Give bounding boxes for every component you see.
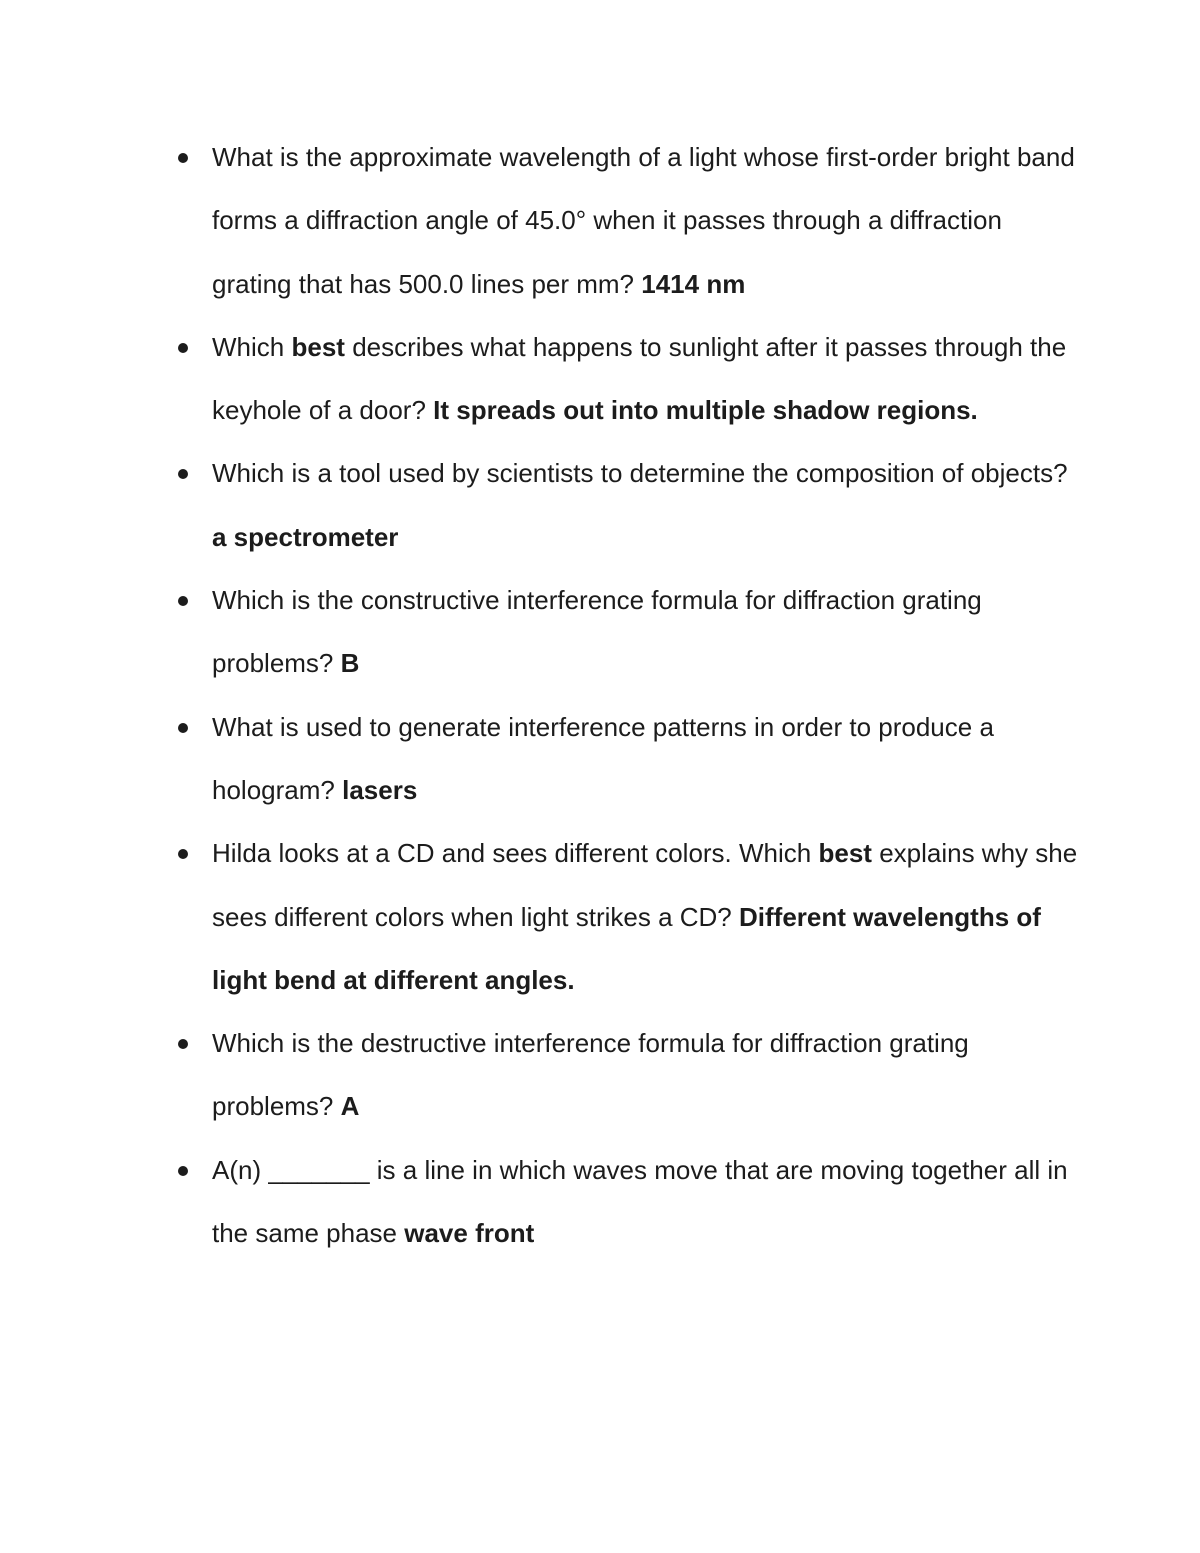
question-text: explains why she sees different colors when light strikes a CD? <box>212 838 1078 932</box>
bullet-icon <box>178 596 188 606</box>
question-text: A(n) _______ is a line in which waves move that are moving together all in the same phase <box>212 1154 1068 1249</box>
answer-text: Different wavelengths of light bend at different angles. <box>212 901 1041 995</box>
list-item <box>0 126 1200 316</box>
list-item <box>0 442 1200 569</box>
list-item <box>0 1012 1200 1139</box>
question-text: Which is the destructive interference formula for diffraction grating problems? <box>212 1028 969 1122</box>
emphasis-text: best <box>818 838 872 869</box>
answer-text: It spreads out into multiple shadow regions. <box>433 395 978 426</box>
answer-text: A <box>340 1091 360 1122</box>
question-text: Which is the constructive interference formula for diffraction grating problems? <box>212 585 982 679</box>
list-item <box>0 569 1200 696</box>
bullet-icon <box>178 469 188 479</box>
question-list <box>0 126 1200 1265</box>
bullet-icon <box>178 343 188 353</box>
question-text: Hilda looks at a CD and sees different colors. Which <box>212 838 812 869</box>
list-item <box>0 822 1200 1012</box>
question-text: describes what happens to sunlight after it passes through the keyhole of a door? <box>212 331 1067 426</box>
answer-text: lasers <box>342 774 418 805</box>
list-item <box>0 1139 1200 1266</box>
bullet-icon <box>178 1039 188 1049</box>
bullet-icon <box>178 1166 188 1176</box>
answer-text: wave front <box>404 1218 535 1249</box>
answer-text: 1414 nm <box>641 268 746 299</box>
list-item <box>0 316 1200 443</box>
emphasis-text: best <box>291 331 345 362</box>
question-text: What is used to generate interference patterns in order to produce a hologram? <box>212 711 994 805</box>
answer-text: B <box>340 648 360 679</box>
list-item <box>0 696 1200 823</box>
question-text: Which <box>212 331 285 362</box>
bullet-icon <box>178 723 188 733</box>
question-text: What is the approximate wavelength of a light whose first-order bright band forms a diffraction angle of 45.0° when it passes through a diffraction grating that has 500.0 lines per mm? <box>212 142 1075 299</box>
bullet-icon <box>178 849 188 859</box>
answer-text: a spectrometer <box>212 521 399 552</box>
bullet-icon <box>178 153 188 163</box>
question-text: Which is a tool used by scientists to determine the composition of objects? <box>212 458 1068 489</box>
